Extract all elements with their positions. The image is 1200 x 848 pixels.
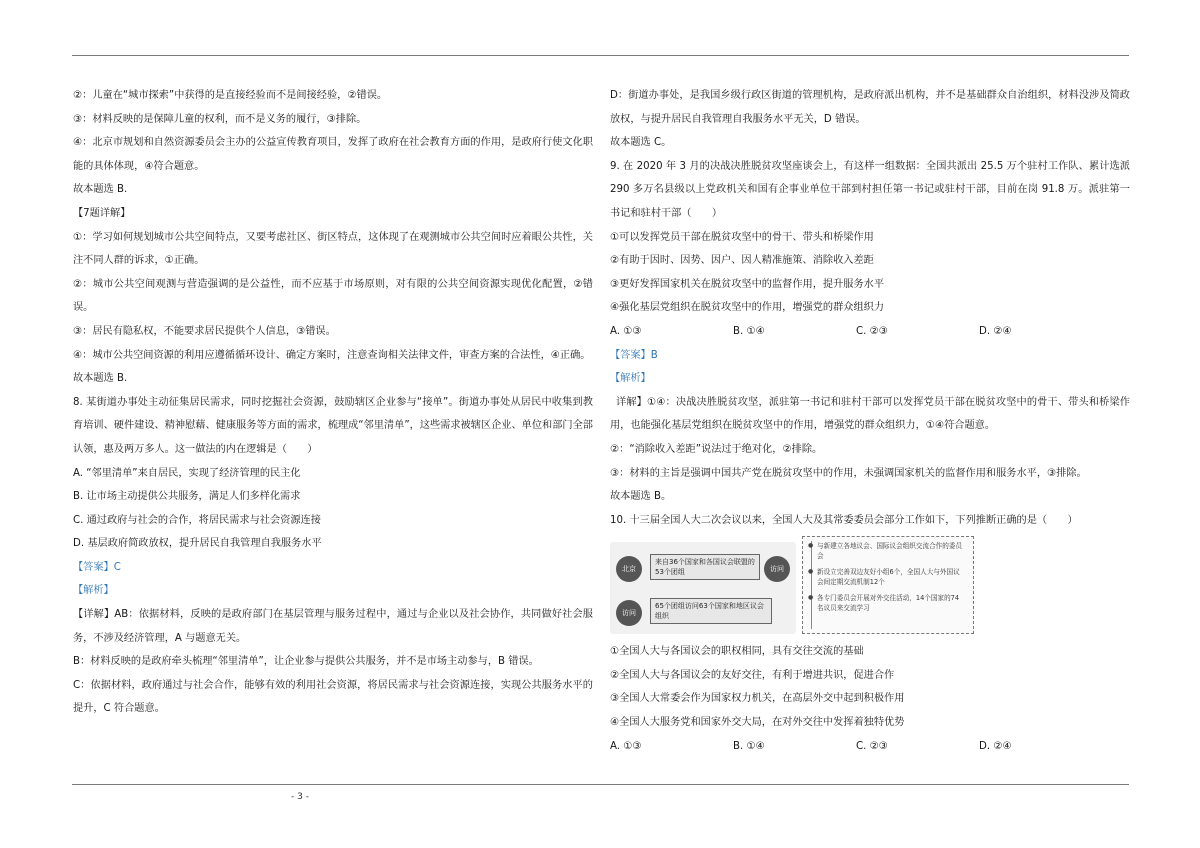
text-line: ③：材料反映的是保障儿童的权利，而不是义务的履行，③排除。 — [73, 113, 367, 125]
left-column — [73, 84, 593, 721]
text-line: ②：城市公共空间观测与营造强调的是公益性，而不应基于市场原则，对有限的公共空间资源实现优化配置，②错误。 — [73, 278, 593, 314]
statement-3: ③更好发挥国家机关在脱贫攻坚中的监督作用，提升服务水平 — [610, 278, 885, 290]
q10-option-c: C. ②③ — [856, 740, 888, 752]
text-line: ②：“消除收入差距”说法过于绝对化，②排除。 — [610, 443, 823, 455]
text-line: C：依据材料，政府通过与社会合作，能够有效的利用社会资源，将居民需求与社会资源连接，实现公共服务水平的提升，C 符合题意。 — [73, 679, 593, 715]
statement-3: ③全国人大常委会作为国家权力机关，在高层外交中起到积极作用 — [610, 693, 905, 705]
text-line: 故本题选 C。 — [610, 137, 672, 149]
node-top-left: 北京 — [616, 556, 642, 582]
text-line: ②：儿童在“城市探索”中获得的是直接经验而不是间接经验，②错误。 — [73, 90, 388, 101]
q9-option-d: D. ②④ — [979, 325, 1012, 337]
text-line: 【详解】AB：依据材料，反映的是政府部门在基层管理与服务过程中，通过与企业以及社会协作，共同做好社会服务，不涉及经济管理，A 与题意无关。 — [73, 609, 593, 644]
option-c: C. 通过政府与社会的合作，将居民需求与社会资源连接 — [73, 514, 321, 526]
text-line: ④：北京市规划和自然资源委员会主办的公益宣传教育项目，发挥了政府在社会教育方面的作用，是政府行使文化职能的具体体现，④符合题意。 — [73, 137, 593, 172]
text-line: 故本题选 B。 — [610, 491, 672, 503]
q9-option-a: A. ①③ — [610, 325, 642, 337]
question-9: 9. 在 2020 年 3 月的决战决胜脱贫攻坚座谈会上，有这样一组数据：全国共派出 25.5 万个驻村工作队、累计选派 290 多万名县级以上党政机关和国有企事业单位干部到村担任第一书记或驻村干部，目前在岗 91.8 万。派驻第一书记和驻村干部（ ） — [610, 160, 1130, 219]
text-line: 故本题选 B. — [73, 373, 128, 385]
statement-2: ②有助于因时、因势、因户、因人精准施策、消除收入差距 — [610, 255, 874, 267]
node-top-right: 访问 — [764, 556, 790, 582]
statement-2: ②全国人大与各国议会的友好交往，有利于增进共识，促进合作 — [610, 669, 895, 681]
q10-option-a: A. ①③ — [610, 740, 642, 752]
text-line: ③：材料的主旨是强调中国共产党在脱贫攻坚中的作用，未强调国家机关的监督作用和服务水平，③排除。 — [610, 467, 1087, 479]
statement-1: ①可以发挥党员干部在脱贫攻坚中的骨干、带头和桥梁作用 — [610, 231, 874, 243]
text-line: ①：学习如何规划城市公共空间特点，又要考虑社区、街区特点，这体现了在观测城市公共空间时应着眼公共性，关注不同人群的诉求，①正确。 — [73, 231, 593, 267]
q10-options — [610, 735, 1130, 759]
analysis-label: 【解析】 — [73, 585, 114, 597]
page-number: - 3 - — [291, 792, 309, 802]
text-line: ③：居民有隐私权，不能要求居民提供个人信息，③错误。 — [73, 325, 336, 337]
text-line: D：街道办事处，是我国乡级行政区街道的管理机构，是政府派出机构，并不是基础群众自治组织，材料没涉及简政放权，与提升居民自我管理自我服务水平无关，D 错误。 — [610, 90, 1130, 125]
statement-4: ④全国人大服务党和国家外交大局，在对外交往中发挥着独特优势 — [610, 717, 905, 729]
option-d: D. 基层政府简政放权，提升居民自我管理自我服务水平 — [73, 538, 322, 550]
q9-options — [610, 320, 1130, 344]
text-line: 详解】①④：决战决胜脱贫攻坚，派驻第一书记和驻村干部可以发挥党员干部在脱贫攻坚中的骨干、带头和桥梁作用，也能强化基层党组织在脱贫攻坚中的作用，增强党的群众组织力，①④符合题意。 — [610, 396, 1130, 432]
figure-note: ● 与新建立各地议会、国际议会组织交流合作的委员会 — [803, 541, 973, 561]
section-heading: 【7题详解】 — [73, 207, 131, 219]
question-8: 8. 某街道办事处主动征集居民需求，同时挖掘社会资源，鼓励辖区企业参与“接单”。街道办事处从居民中收集到教育培训、硬件建设、精神慰藉、健康服务等方面的需求，梳理成“邻里清单”，这些需求被辖区企业、单位和部门全部认领，惠及两万多人。这一做法的内在逻辑是（ ） — [73, 396, 593, 455]
right-column — [610, 84, 1130, 758]
statement-1: ①全国人大与各国议会的职权相同，具有交往交流的基础 — [610, 646, 864, 658]
text-line: ④：城市公共空间资源的利用应遵循循环设计、确定方案时，注意查询相关法律文件，审查方案的合法性，④正确。 — [73, 349, 591, 361]
q9-option-c: C. ②③ — [856, 325, 888, 337]
text-line: 故本题选 B. — [73, 184, 128, 196]
figure-note: ● 新设立完善双边友好小组6个，全国人大与外国议会间定期交流机制12个 — [803, 567, 973, 587]
statement-4: ④强化基层党组织在脱贫攻坚中的作用，增强党的群众组织力 — [610, 302, 885, 314]
arrow-label-top: 来自36个国家和各国议会联盟的53个团组 — [650, 554, 760, 580]
option-b: B. 让市场主动提供公共服务，满足人们多样化需求 — [73, 491, 301, 503]
q9-option-b: B. ①④ — [733, 325, 765, 337]
answer-label: 【答案】B — [610, 349, 658, 361]
text-line: B：材料反映的是政府牵头梳理“邻里清单”，让企业参与提供公共服务，并不是市场主动参与，B 错误。 — [73, 656, 539, 668]
answer-label: 【答案】C — [73, 561, 121, 573]
q10-option-b: B. ①④ — [733, 740, 765, 752]
node-bottom-left: 访问 — [616, 600, 642, 626]
header-rule — [72, 55, 1129, 56]
question-10: 10. 十三届全国人大二次会议以来，全国人大及其常委委员会部分工作如下，下列推断正确的是（ ） — [610, 514, 1078, 526]
option-a: A. “邻里清单”来自居民，实现了经济管理的民主化 — [73, 467, 301, 479]
q10-option-d: D. ②④ — [979, 740, 1012, 752]
npc-diplomacy-figure — [610, 536, 972, 636]
figure-note: ● 各专门委员会开展对外交往活动，14个国家的74名议员来交流学习 — [803, 593, 973, 613]
analysis-label: 【解析】 — [610, 373, 651, 385]
figure-notes-panel — [802, 536, 974, 634]
figure-diagram-panel — [610, 542, 796, 634]
footer-rule — [72, 784, 1129, 785]
arrow-label-bottom: 65个团组访问63个国家和地区议会组织 — [650, 598, 772, 624]
